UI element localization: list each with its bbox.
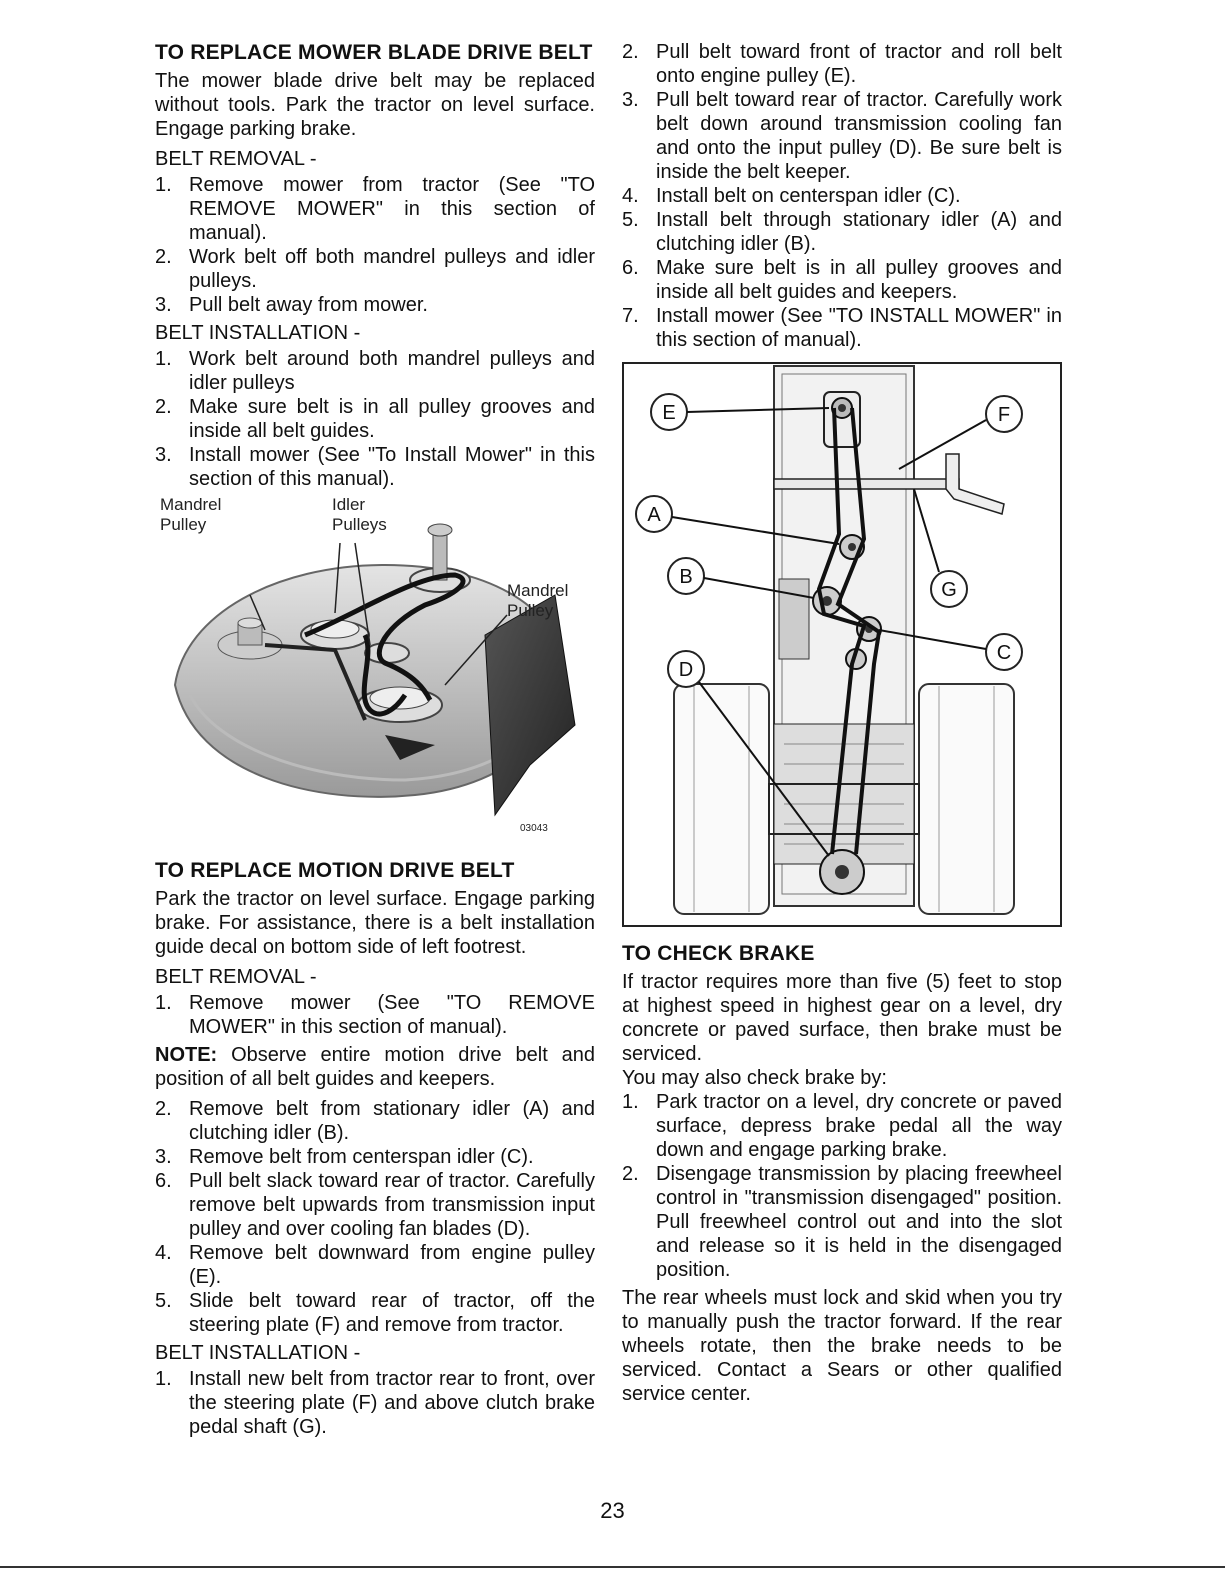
list-item: 2. Remove belt from stationary idler (A) and clutching idler (B). [155,1098,595,1144]
mower-belt-removal-list [155,173,595,317]
list-item: 2. Make sure belt is in all pulley grooves and inside all belt guides. [155,396,595,442]
motion-belt-note [155,1043,595,1091]
right-column [622,40,1062,1412]
note-label: NOTE: [155,1044,218,1066]
callout-c-label: C [996,642,1012,664]
list-item: 3. Pull belt toward rear of tractor. Carefully work belt down around transmission cooling fan and onto the input pulley (D). Be sure belt is inside the belt keeper. [622,89,1062,183]
mower-belt-intro: The mower blade drive belt may be replaced without tools. Park the tractor on level surface. Engage parking brake. [155,70,595,140]
motion-belt-install-list-continued [622,40,1062,352]
list-item: 2. Work belt off both mandrel pulleys and idler pulleys. [155,246,595,292]
check-brake-intro: If tractor requires more than five (5) feet to stop at highest speed in highest gear on a level, dry concrete or paved surface, then brake must be serviced. [622,971,1062,1065]
list-item: 6. Pull belt slack toward rear of tractor. Carefully remove belt upwards from transmission input pulley and over cooling fan blades (D). [155,1170,595,1240]
check-brake-outro: The rear wheels must lock and skid when you try to manually push the tractor forward. If the rear wheels rotate, then the brake needs to be serviced. Contact a Sears or other qualified service center. [622,1287,1062,1405]
label-mandrel-pulley-left: Mandrel Pulley [160,495,222,534]
note-text: Observe entire motion drive belt and position of all belt guides and keepers. [155,1044,595,1090]
label-idler-pulleys: Idler Pulleys [332,495,387,534]
check-brake-list [622,1090,1062,1282]
callout-d-label: D [678,659,694,681]
motion-belt-removal-heading: BELT REMOVAL - [155,966,317,988]
list-item: 6. Make sure belt is in all pulley grooves and inside all belt guides and keepers. [622,257,1062,303]
mower-deck-drawing [155,495,595,850]
callout-e-label: E [662,402,676,424]
motion-belt-install-heading: BELT INSTALLATION - [155,1342,361,1364]
list-item: 7. Install mower (See "TO INSTALL MOWER" in this section of manual). [622,305,1062,351]
list-item: 1. Remove mower from tractor (See "TO REMOVE MOWER" in this section of manual). [155,174,595,244]
list-item: 2. Disengage transmission by placing freewheel control in "transmission disengaged" position. Pull freewheel control out and into the slot and release so it is held in the disengaged position. [622,1163,1062,1281]
list-item: 3. Pull belt away from mower. [155,294,428,316]
list-item: 1. Work belt around both mandrel pulleys and idler pulleys [155,348,595,394]
list-item: 1. Install new belt from tractor rear to front, over the steering plate (F) and above clutch brake pedal shaft (G). [155,1368,595,1438]
mower-belt-install-list [155,347,595,491]
motion-belt-removal-list [155,1097,595,1337]
list-item: 3. Install mower (See "To Install Mower" in this section of this manual). [155,444,595,490]
list-item: 2. Pull belt toward front of tractor and roll belt onto engine pulley (E). [622,41,1062,87]
callout-a-label: A [647,504,661,526]
label-mandrel-pulley-right: Mandrel Pulley [507,581,569,620]
belt-routing-illustration [622,362,1062,927]
list-item: 1. Park tractor on a level, dry concrete or paved surface, depress brake pedal all the way down and engage parking brake. [622,1091,1062,1161]
list-item: 5. Install belt through stationary idler (A) and clutching idler (B). [622,209,1062,255]
list-item: 3. Remove belt from centerspan idler (C). [155,1146,534,1168]
mower-belt-install-heading: BELT INSTALLATION - [155,322,361,344]
list-item: 1. Remove mower (See "TO REMOVE MOWER" in this section of manual). [155,992,595,1038]
callout-b-label: B [679,566,693,588]
belt-routing-drawing [624,364,1060,925]
page-number: 23 [600,1498,625,1523]
motion-belt-removal-step1 [155,991,595,1039]
list-item: 4. Install belt on centerspan idler (C). [622,185,961,207]
left-column [155,40,595,1443]
bottom-divider [0,1566,1225,1568]
check-brake-lead: You may also check brake by: [622,1067,887,1089]
callout-f-label: F [997,404,1011,426]
mower-belt-heading: TO REPLACE MOWER BLADE DRIVE BELT [155,41,593,64]
check-brake-heading: TO CHECK BRAKE [622,942,815,965]
list-item: 5. Slide belt toward rear of tractor, off the steering plate (F) and remove from tractor. [155,1290,595,1336]
figure-code: 03043 [520,823,548,834]
mower-belt-removal-heading: BELT REMOVAL - [155,148,317,170]
callout-g-label: G [941,579,957,601]
mower-deck-illustration [155,495,595,850]
list-item: 4. Remove belt downward from engine pulley (E). [155,1242,595,1288]
motion-belt-intro: Park the tractor on level surface. Engage parking brake. For assistance, there is a belt installation guide decal on bottom side of left footrest. [155,888,595,958]
motion-belt-heading: TO REPLACE MOTION DRIVE BELT [155,859,515,882]
motion-belt-install-list [155,1367,595,1439]
